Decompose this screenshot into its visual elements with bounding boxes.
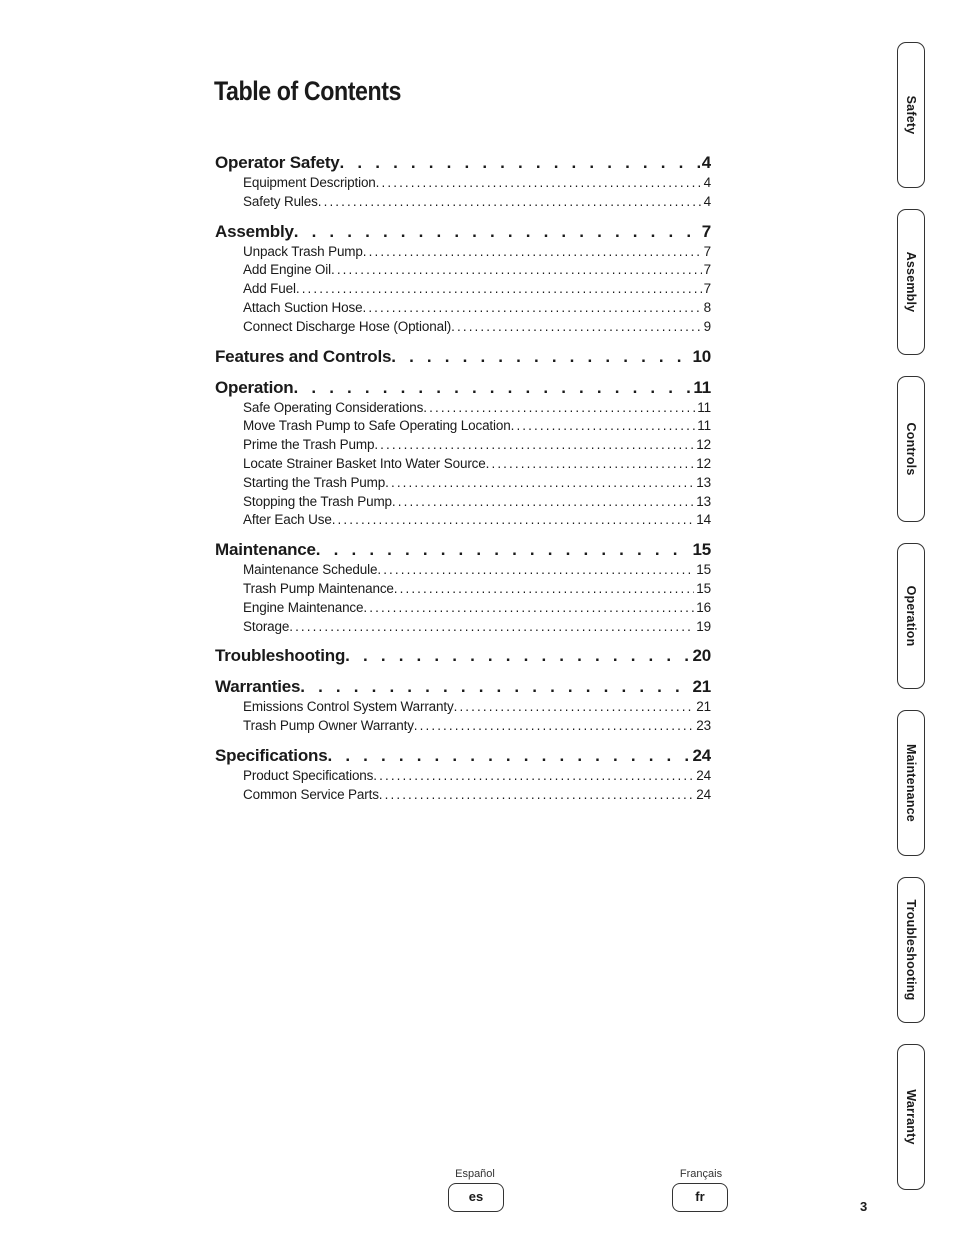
toc-entry[interactable]: [215, 494, 711, 513]
dot-leader: [362, 300, 701, 315]
dot-leader: [296, 281, 702, 296]
tab-label: Troubleshooting: [904, 899, 918, 1001]
toc-entry-label: Product Specifications: [243, 767, 374, 783]
toc-page-number: 10: [692, 346, 711, 366]
dot-leader: [423, 400, 695, 415]
toc-entry-label: Assembly: [215, 221, 294, 241]
dot-leader: [373, 768, 694, 783]
toc-entry[interactable]: [215, 437, 711, 456]
toc-entry-label: Prime the Trash Pump: [243, 437, 375, 453]
toc-entry[interactable]: [215, 787, 711, 806]
toc-entry[interactable]: [215, 194, 711, 213]
toc-section: [215, 378, 711, 532]
toc-entry[interactable]: [215, 175, 711, 194]
dot-leader: [327, 746, 690, 766]
toc-entry-label: Emissions Control System Warranty: [243, 699, 454, 715]
toc-entry[interactable]: [215, 475, 711, 494]
toc-page-number: 21: [692, 677, 711, 697]
dot-leader: [486, 456, 695, 471]
tab-label: Warranty: [904, 1089, 918, 1145]
toc-page-number: 14: [696, 512, 711, 528]
toc-page-number: 24: [692, 745, 711, 765]
tab-troubleshooting[interactable]: [897, 877, 925, 1023]
toc-entry-label: Safety Rules: [243, 193, 318, 209]
toc-entry[interactable]: [215, 512, 711, 531]
dot-leader: [451, 319, 701, 334]
toc-entry[interactable]: [215, 281, 711, 300]
toc-entry[interactable]: [215, 699, 711, 718]
dot-leader: [289, 619, 694, 634]
toc-entry-label: Specifications: [215, 745, 328, 765]
toc-entry-label: Locate Strainer Basket Into Water Source: [243, 455, 486, 471]
toc-entry-label: Starting the Trash Pump: [243, 474, 386, 490]
toc-page-number: 24: [696, 767, 711, 783]
toc-entry-label: Operation: [215, 377, 294, 397]
toc-entry-label: Warranties: [215, 677, 301, 697]
toc-entry-label: Features and Controls: [215, 346, 392, 366]
toc-page-number: 12: [696, 437, 711, 453]
dot-leader: [363, 244, 702, 259]
toc-page-number: 7: [701, 221, 711, 241]
dot-leader: [316, 540, 691, 560]
toc-page-number: 11: [697, 399, 711, 415]
dot-leader: [454, 699, 695, 714]
toc-entry-label: After Each Use: [243, 512, 332, 528]
toc-page-number: 15: [692, 540, 711, 560]
toc-section: [215, 222, 711, 338]
language-label-spanish: Español: [455, 1168, 495, 1180]
toc-section-heading[interactable]: [215, 540, 711, 562]
toc-page-number: 7: [703, 262, 711, 278]
toc-entry-label: Maintenance Schedule: [243, 562, 378, 578]
toc-section: [215, 540, 711, 637]
dot-leader: [300, 677, 690, 697]
tab-label: Assembly: [904, 251, 918, 313]
toc-page-number: 12: [696, 455, 711, 471]
toc-page-number: 13: [696, 474, 711, 490]
tab-label: Safety: [904, 95, 918, 135]
language-button-fr[interactable]: fr: [672, 1183, 728, 1212]
toc-entry[interactable]: [215, 581, 711, 600]
toc-section-heading[interactable]: [215, 347, 711, 369]
tab-controls[interactable]: [897, 376, 925, 522]
dot-leader: [511, 418, 696, 433]
toc-page-number: 11: [693, 377, 711, 397]
toc-entry-label: Storage: [243, 618, 290, 634]
toc-page-number: 20: [692, 646, 711, 666]
toc-entry-label: Maintenance: [215, 540, 316, 560]
dot-leader: [392, 494, 694, 509]
toc-page-number: 13: [696, 493, 711, 509]
toc-page-number: 4: [703, 175, 711, 190]
tab-label: Controls: [904, 422, 918, 476]
dot-leader: [376, 175, 702, 190]
dot-leader: [294, 378, 692, 398]
toc-page-number: 7: [703, 243, 711, 259]
toc-page-number: 15: [696, 580, 711, 596]
toc-entry-label: Engine Maintenance: [243, 599, 364, 615]
toc-entry-label: Unpack Trash Pump: [243, 243, 363, 259]
toc-section-heading[interactable]: [215, 677, 711, 699]
dot-leader: [332, 512, 695, 527]
dot-leader: [377, 562, 694, 577]
language-label-french: Français: [679, 1168, 723, 1180]
table-of-contents: [215, 153, 711, 815]
toc-entry-label: Common Service Parts: [243, 786, 379, 802]
toc-section-heading[interactable]: [215, 746, 711, 768]
dot-leader: [414, 718, 694, 733]
dot-leader: [379, 787, 694, 802]
dot-leader: [391, 347, 690, 367]
language-button-es[interactable]: es: [448, 1183, 504, 1212]
dot-leader: [345, 646, 690, 666]
toc-entry[interactable]: [215, 418, 711, 437]
toc-entry[interactable]: [215, 300, 711, 319]
toc-page-number: 4: [703, 193, 711, 209]
toc-entry-label: Troubleshooting: [215, 646, 346, 666]
toc-page-number: 8: [703, 299, 711, 315]
toc-entry-label: Operator Safety: [215, 153, 340, 172]
toc-entry-label: Trash Pump Owner Warranty: [243, 718, 414, 734]
toc-page-number: 9: [703, 318, 711, 334]
toc-entry[interactable]: [215, 262, 711, 281]
toc-entry[interactable]: [215, 562, 711, 581]
tab-label: Operation: [904, 585, 918, 647]
dot-leader: [294, 222, 700, 242]
toc-section-heading[interactable]: [215, 222, 711, 244]
toc-entry-label: Move Trash Pump to Safe Operating Location: [243, 418, 511, 434]
toc-page-number: 11: [697, 418, 711, 434]
dot-leader: [374, 437, 694, 452]
dot-leader: [363, 600, 694, 615]
toc-entry[interactable]: [215, 456, 711, 475]
tab-safety[interactable]: [897, 42, 925, 188]
toc-section: [215, 646, 711, 668]
toc-section: [215, 347, 711, 369]
toc-section: [215, 746, 711, 806]
dot-leader: [331, 262, 702, 277]
toc-page-number: 4: [701, 153, 711, 172]
dot-leader: [340, 153, 700, 173]
toc-page-number: 24: [696, 786, 711, 802]
toc-section-heading[interactable]: [215, 646, 711, 668]
toc-entry[interactable]: [215, 718, 711, 737]
toc-page-number: 15: [696, 562, 711, 578]
toc-entry-label: Add Engine Oil: [243, 262, 331, 278]
toc-entry-label: Trash Pump Maintenance: [243, 580, 394, 596]
toc-entry[interactable]: [215, 400, 711, 419]
page-number: 3: [860, 1199, 868, 1214]
toc-entry-label: Attach Suction Hose: [243, 299, 363, 315]
dot-leader: [394, 581, 695, 596]
dot-leader: [385, 475, 694, 490]
toc-entry-label: Equipment Description: [243, 175, 376, 190]
tab-maintenance[interactable]: [897, 710, 925, 856]
toc-entry-label: Add Fuel: [243, 281, 296, 297]
dot-leader: [318, 194, 702, 209]
tab-assembly[interactable]: [897, 209, 925, 355]
toc-page-number: 19: [696, 618, 711, 634]
toc-entry[interactable]: [215, 319, 711, 338]
toc-page-number: 7: [703, 281, 711, 297]
toc-page-number: 21: [696, 699, 711, 715]
toc-section-heading[interactable]: [215, 153, 711, 175]
toc-entry-label: Stopping the Trash Pump: [243, 493, 392, 509]
toc-entry[interactable]: [215, 619, 711, 638]
tab-operation[interactable]: [897, 543, 925, 689]
toc-section: [215, 677, 711, 737]
page-title: Table of Contents: [214, 76, 402, 106]
tab-warranty[interactable]: [897, 1044, 925, 1190]
toc-page-number: 16: [696, 599, 711, 615]
toc-entry-label: Safe Operating Considerations: [243, 399, 424, 415]
toc-section: [215, 153, 711, 213]
toc-section-heading[interactable]: [215, 378, 711, 400]
toc-entry[interactable]: [215, 768, 711, 787]
toc-entry[interactable]: [215, 600, 711, 619]
toc-entry[interactable]: [215, 244, 711, 263]
toc-entry-label: Connect Discharge Hose (Optional): [243, 318, 452, 334]
toc-page-number: 23: [696, 718, 711, 734]
tab-label: Maintenance: [904, 744, 918, 822]
